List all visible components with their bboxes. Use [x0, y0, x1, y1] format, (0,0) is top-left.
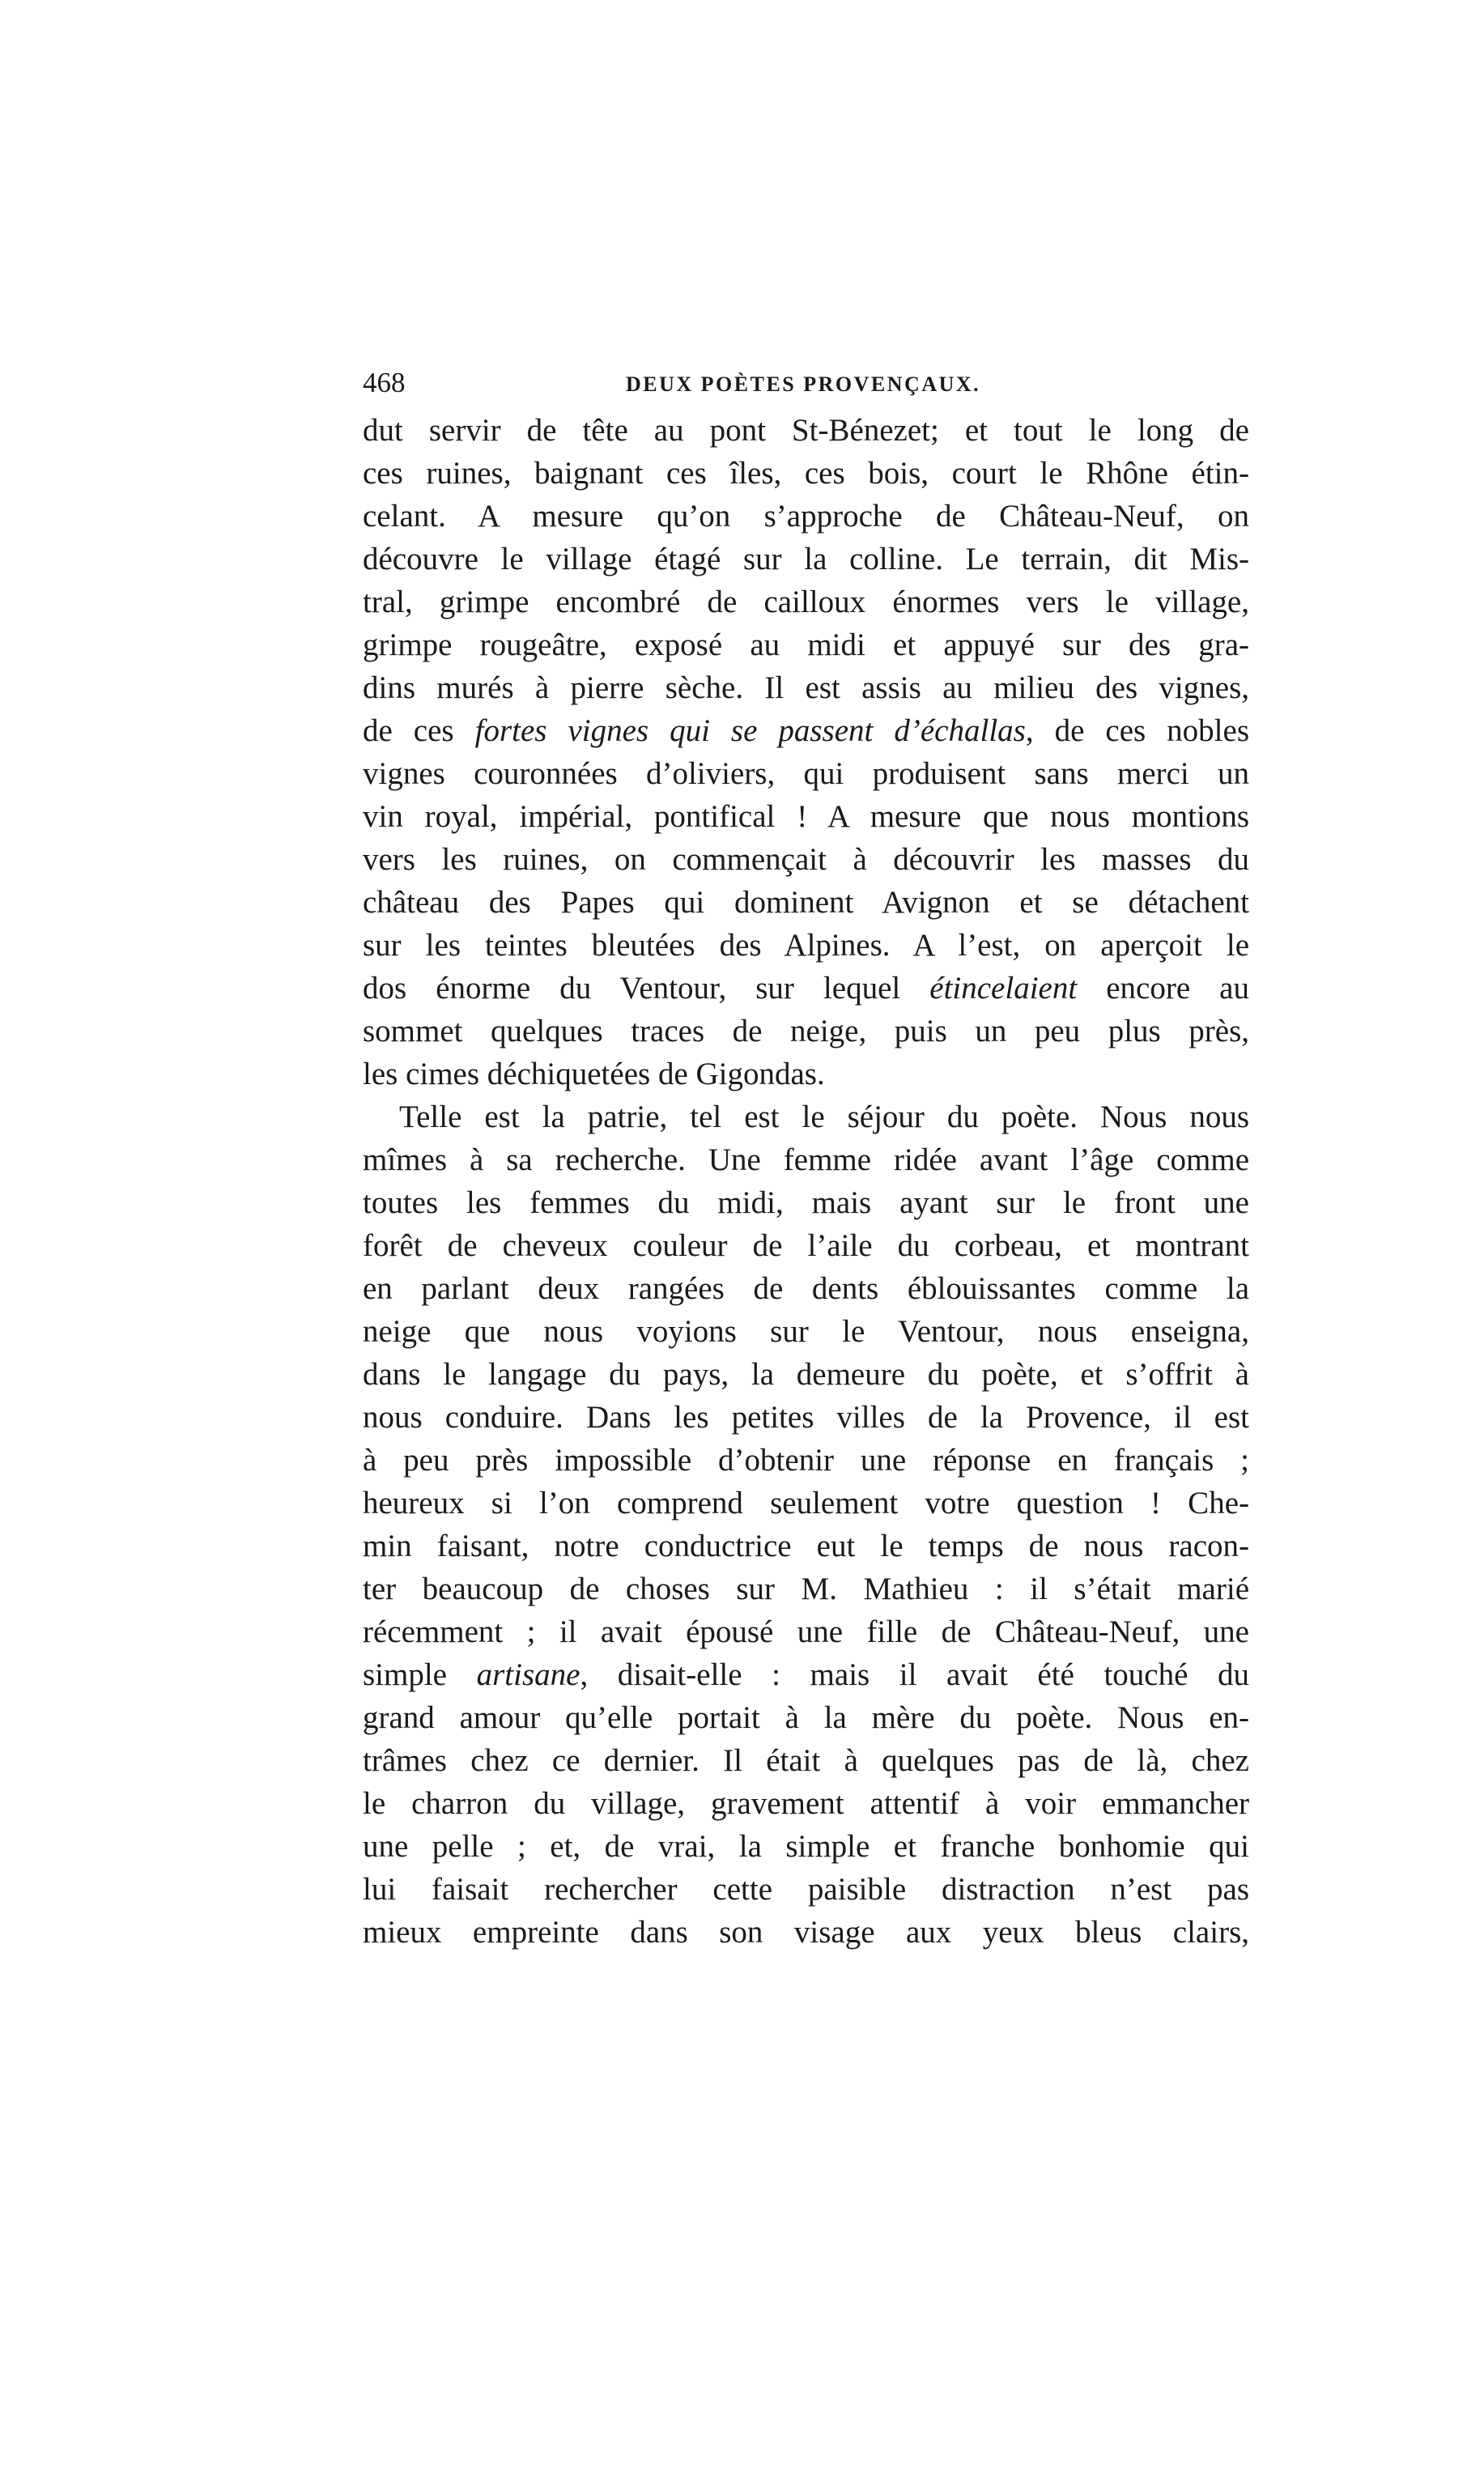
text-line	[363, 967, 1249, 1010]
italic-text: artisane	[476, 1657, 580, 1692]
text-line: vignes couronnées d’oliviers, qui produisent sans merci un	[363, 756, 1249, 791]
text-line: vin royal, impérial, pontifical ! A mesure que nous montions	[363, 799, 1249, 834]
text-line: nous conduire. Dans les petites villes de la Provence, il est	[363, 1400, 1249, 1435]
text-line: récemment ; il avait épousé une fille de Château-Neuf, une	[363, 1614, 1249, 1649]
text-line: celant. A mesure qu’on s’approche de Château-Neuf, on	[363, 499, 1249, 534]
page-number: 468	[363, 367, 406, 398]
text-line: neige que nous voyions sur le Ventour, nous enseigna,	[363, 1314, 1249, 1349]
italic-text: étincelaient	[929, 971, 1078, 1006]
text-line: sommet quelques traces de neige, puis un peu plus près,	[363, 1014, 1249, 1048]
text-line: toutes les femmes du midi, mais ayant sur le front une	[363, 1185, 1249, 1220]
text-run: simple	[363, 1657, 477, 1692]
text-run: , disait-elle : mais il avait été touché du	[580, 1657, 1250, 1692]
text-line: à peu près impossible d’obtenir une réponse en français ;	[363, 1443, 1249, 1478]
text-line: en parlant deux rangées de dents éblouissantes comme la	[363, 1271, 1249, 1306]
italic-text: fortes vignes qui se passent d’échallas	[474, 713, 1026, 748]
text-line: sur les teintes bleutées des Alpines. A l’est, on aperçoit le	[363, 928, 1249, 963]
text-line: dins murés à pierre sèche. Il est assis au milieu des vignes,	[363, 670, 1249, 705]
page-header	[363, 363, 1249, 403]
text-line	[363, 709, 1249, 752]
text-line	[363, 1653, 1249, 1696]
text-line: grimpe rougeâtre, exposé au midi et appuyé sur des gra-	[363, 627, 1249, 662]
text-line: mîmes à sa recherche. Une femme ridée avant l’âge comme	[363, 1142, 1249, 1177]
text-line: grand amour qu’elle portait à la mère du poète. Nous en-	[363, 1700, 1249, 1735]
text-line: heureux si l’on comprend seulement votre question ! Che-	[363, 1486, 1249, 1521]
text-line: le charron du village, gravement attentif à voir emmancher	[363, 1786, 1249, 1821]
text-line: château des Papes qui dominent Avignon et se détachent	[363, 885, 1249, 920]
text-line: lui faisait rechercher cette paisible distraction n’est pas	[363, 1872, 1249, 1907]
text-run: de ces	[363, 713, 475, 748]
text-line: les cimes déchiquetées de Gigondas.	[363, 1057, 825, 1091]
text-line: vers les ruines, on commençait à découvrir les masses du	[363, 842, 1249, 877]
body-text	[363, 409, 1249, 1954]
text-line: découvre le village étagé sur la colline. Le terrain, dit Mis-	[363, 542, 1249, 576]
text-line: dut servir de tête au pont St-Bénezet; et tout le long de	[363, 413, 1249, 448]
text-line: Telle est la patrie, tel est le séjour du poète. Nous nous	[399, 1100, 1249, 1134]
text-run: , de ces nobles	[1025, 713, 1250, 748]
running-head: DEUX POÈTES PROVENÇAUX.	[626, 372, 981, 396]
text-line: forêt de cheveux couleur de l’aile du corbeau, et montrant	[363, 1228, 1249, 1263]
text-line: tral, grimpe encombré de cailloux énormes vers le village,	[363, 585, 1249, 619]
text-line: une pelle ; et, de vrai, la simple et franche bonhomie qui	[363, 1829, 1249, 1864]
text-line: mieux empreinte dans son visage aux yeux bleus clairs,	[363, 1915, 1249, 1950]
text-line: ces ruines, baignant ces îles, ces bois, court le Rhône étin-	[363, 456, 1249, 491]
text-run: encore au	[1077, 971, 1249, 1006]
text-line: dans le langage du pays, la demeure du poète, et s’offrit à	[363, 1357, 1249, 1392]
text-line: ter beaucoup de choses sur M. Mathieu : il s’était marié	[363, 1572, 1249, 1606]
text-line: min faisant, notre conductrice eut le temps de nous racon-	[363, 1529, 1249, 1563]
text-line: trâmes chez ce dernier. Il était à quelques pas de là, chez	[363, 1743, 1249, 1778]
text-run: dos énorme du Ventour, sur lequel	[363, 971, 930, 1006]
